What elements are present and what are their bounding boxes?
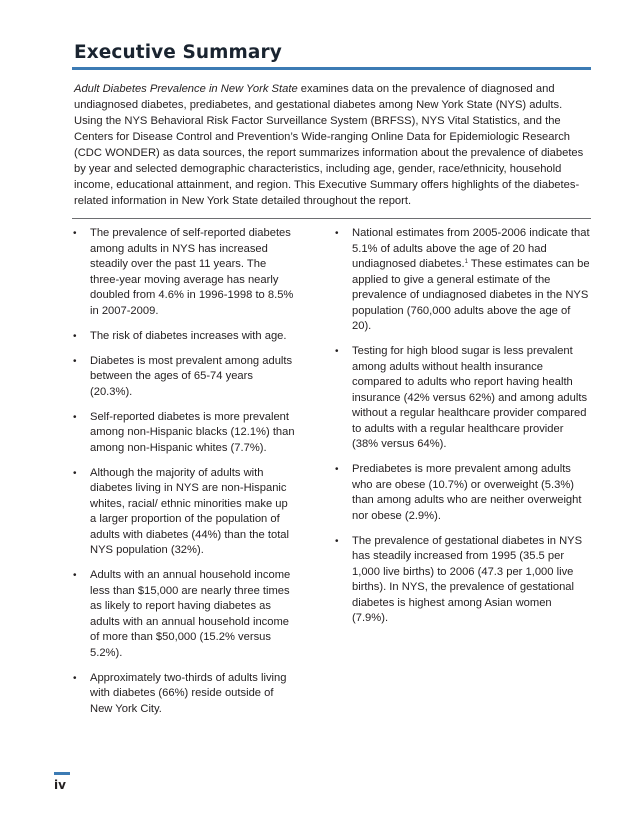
bullet-icon: • [73,570,77,581]
bullet-icon: • [335,464,339,475]
bullet-icon: • [73,467,77,479]
bullet-icon: • [335,228,339,239]
list-item: • Testing for high blood sugar is less prevalent among adults without health insurance compared to adults who report having health insurance (42% versus 62%) and among adults without a regular healthcare provider compared to adults with a regular healthcare provider (38% versus 64%). [335,345,588,450]
list-item: • The prevalence of gestational diabetes in NYS has steadily increased from 1995 (35.5 per 1,000 live births) to 2006 (47.3 per 1,000 live births). In NYS, the prevalence of gestational diabetes is highest among Asian women (7.9%). [335,534,583,624]
report-title: Adult Diabetes Prevalence in New York State [74,83,298,95]
title-underline [72,67,591,70]
bullet-icon: • [73,411,77,423]
page-number-rule [54,772,70,775]
list-item: • The prevalence of self-reported diabetes among adults in NYS has increased steadily over the past 11 years. The three-year moving average has nearly doubled from 4.6% in 1996-1998 to 8.5% in 2007-2009. [73,227,294,317]
section-divider [72,218,591,219]
page-title: Executive Summary [74,42,282,63]
intro-text: examines data on the prevalence of diagnosed and undiagnosed diabetes, prediabetes, and gestational diabetes among New York State (NYS) adults. Using the NYS Behavioral Risk Factor Surveillance System (BRFSS), NYS Vital Statistics, and the Centers for Disease Control and Prevention’s Wide-ranging Online Data for Epidemiologic Research (CDC WONDER) as data sources, the report summarizes information about the prevalence of diabetes by year and selected demographic characteristics, including age, gender, race/ethnicity, household income, educational attainment, and region. This Executive Summary offers highlights of the diabetes-related information in New York State detailed throughout the report. [74,83,584,207]
footnote-marker: 1 [464,259,468,265]
right-bullet-list [334,226,590,636]
bullet-icon: • [73,330,77,342]
left-bullet-list [72,226,296,727]
list-item: • Adults with an annual household income less than $15,000 are nearly three times as likely to report having diabetes as adults with an annual household income of more than $50,000 (15.2% versus 5.2%). [73,569,291,659]
intro-paragraph [74,81,590,209]
list-item: • Although the majority of adults with diabetes living in NYS are non-Hispanic whites, racial/ ethnic minorities make up a larger proportion of the population of adults with diabetes (44%) than the total NYS population (32%). [73,466,290,556]
bullet-icon: • [335,535,339,547]
list-item: • Self-reported diabetes is more prevalent among non-Hispanic blacks (12.1%) than among non-Hispanic whites (7.7%). [73,410,295,454]
page-number: iv [54,778,66,792]
bullet-icon: • [73,228,77,239]
bullet-icon: • [73,672,77,684]
bullet-icon: • [335,346,339,357]
list-item: • Approximately two-thirds of adults living with diabetes (66%) reside outside of New York City. [73,671,287,715]
list-item: • National estimates from 2005-2006 indicate that 5.1% of adults above the age of 20 had undiagnosed diabetes.$^1$ These estimates can be applied to give a general estimate of the prevalence of undiagnosed diabetes in the NYS population (760,000 adults above the age of 20). [335,227,590,332]
bullet-icon: • [73,355,77,367]
list-item: • The risk of diabetes increases with age. [72,329,296,345]
list-item: • Prediabetes is more prevalent among adults who are obese (10.7%) or overweight (5.3%) than among adults who are neither overweight nor obese (2.9%). [335,463,582,522]
list-item: • Diabetes is most prevalent among adults between the ages of 65-74 years (20.3%). [73,354,293,398]
